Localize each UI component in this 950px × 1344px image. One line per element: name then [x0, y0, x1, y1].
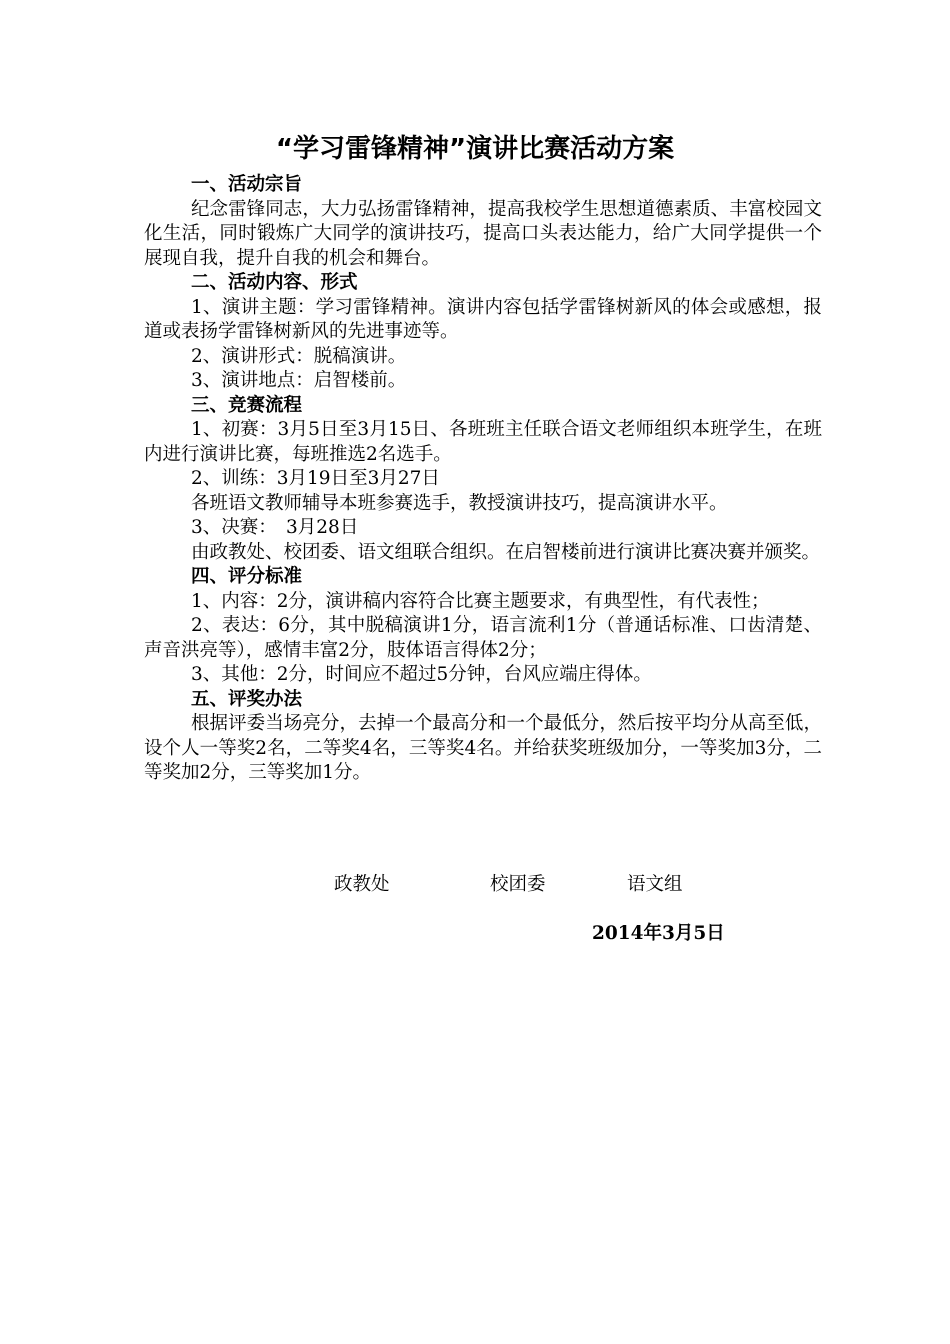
paragraph: 1、内容：2分，演讲稿内容符合比赛主题要求，有典型性，有代表性；	[191, 590, 770, 612]
paragraph: 2、演讲形式：脱稿演讲。	[191, 345, 407, 367]
signer-youth-league: 校团委	[490, 874, 546, 895]
paragraph: 纪念雷锋同志，大力弘扬雷锋精神，提高我校学生思想道德素质、丰富校园文化生活，同时锻炼广大同学的演讲技巧，提高口头表达能力，给广大同学提供一个展现自我，提升自我的机会和舞台。	[144, 198, 822, 269]
document-date: 2014年3月5日	[592, 923, 725, 944]
paragraph: 1、初赛：3月5日至3月15日、各班班主任联合语文老师组织本班学生，在班内进行演讲比赛，每班推选2名选手。	[144, 419, 822, 465]
paragraph: 3、决赛： 3月28日	[191, 517, 359, 538]
section-heading: 四、评分标准	[191, 566, 303, 587]
section-heading: 三、竞赛流程	[191, 394, 303, 416]
paragraph: 3、演讲地点：启智楼前。	[191, 370, 407, 391]
section-heading: 五、评奖办法	[191, 688, 303, 710]
section-heading: 二、活动内容、形式	[191, 272, 358, 293]
document-title: “学习雷锋精神”演讲比赛活动方案	[275, 134, 675, 164]
paragraph: 3、其他：2分，时间应不超过5分钟，台风应端庄得体。	[191, 664, 652, 685]
document-body	[144, 173, 822, 786]
section-heading: 一、活动宗旨	[191, 174, 303, 195]
paragraph: 根据评委当场亮分，去掉一个最高分和一个最低分，然后按平均分从高至低，设个人一等奖2名，二等奖4名，三等奖4名。并给获奖班级加分，一等奖加3分，二等奖加2分，三等奖加1分。	[144, 713, 822, 783]
paragraph: 2、训练：3月19日至3月27日	[191, 468, 440, 489]
paragraph: 各班语文教师辅导本班参赛选手，教授演讲技巧，提高演讲水平。	[191, 492, 728, 514]
paragraph: 1、演讲主题：学习雷锋精神。演讲内容包括学雷锋树新风的体会或感想，报道或表扬学雷锋树新风的先进事迹等。	[144, 296, 822, 342]
signer-chinese-group: 语文组	[627, 874, 683, 895]
signer-political-office: 政教处	[334, 874, 390, 895]
paragraph: 2、表达：6分，其中脱稿演讲1分，语言流利1分（普通话标准、口齿清楚、声音洪亮等），感情丰富2分，肢体语言得体2分；	[144, 615, 822, 661]
paragraph: 由政教处、校团委、语文组联合组织。在启智楼前进行演讲比赛决赛并颁奖。	[191, 541, 821, 563]
